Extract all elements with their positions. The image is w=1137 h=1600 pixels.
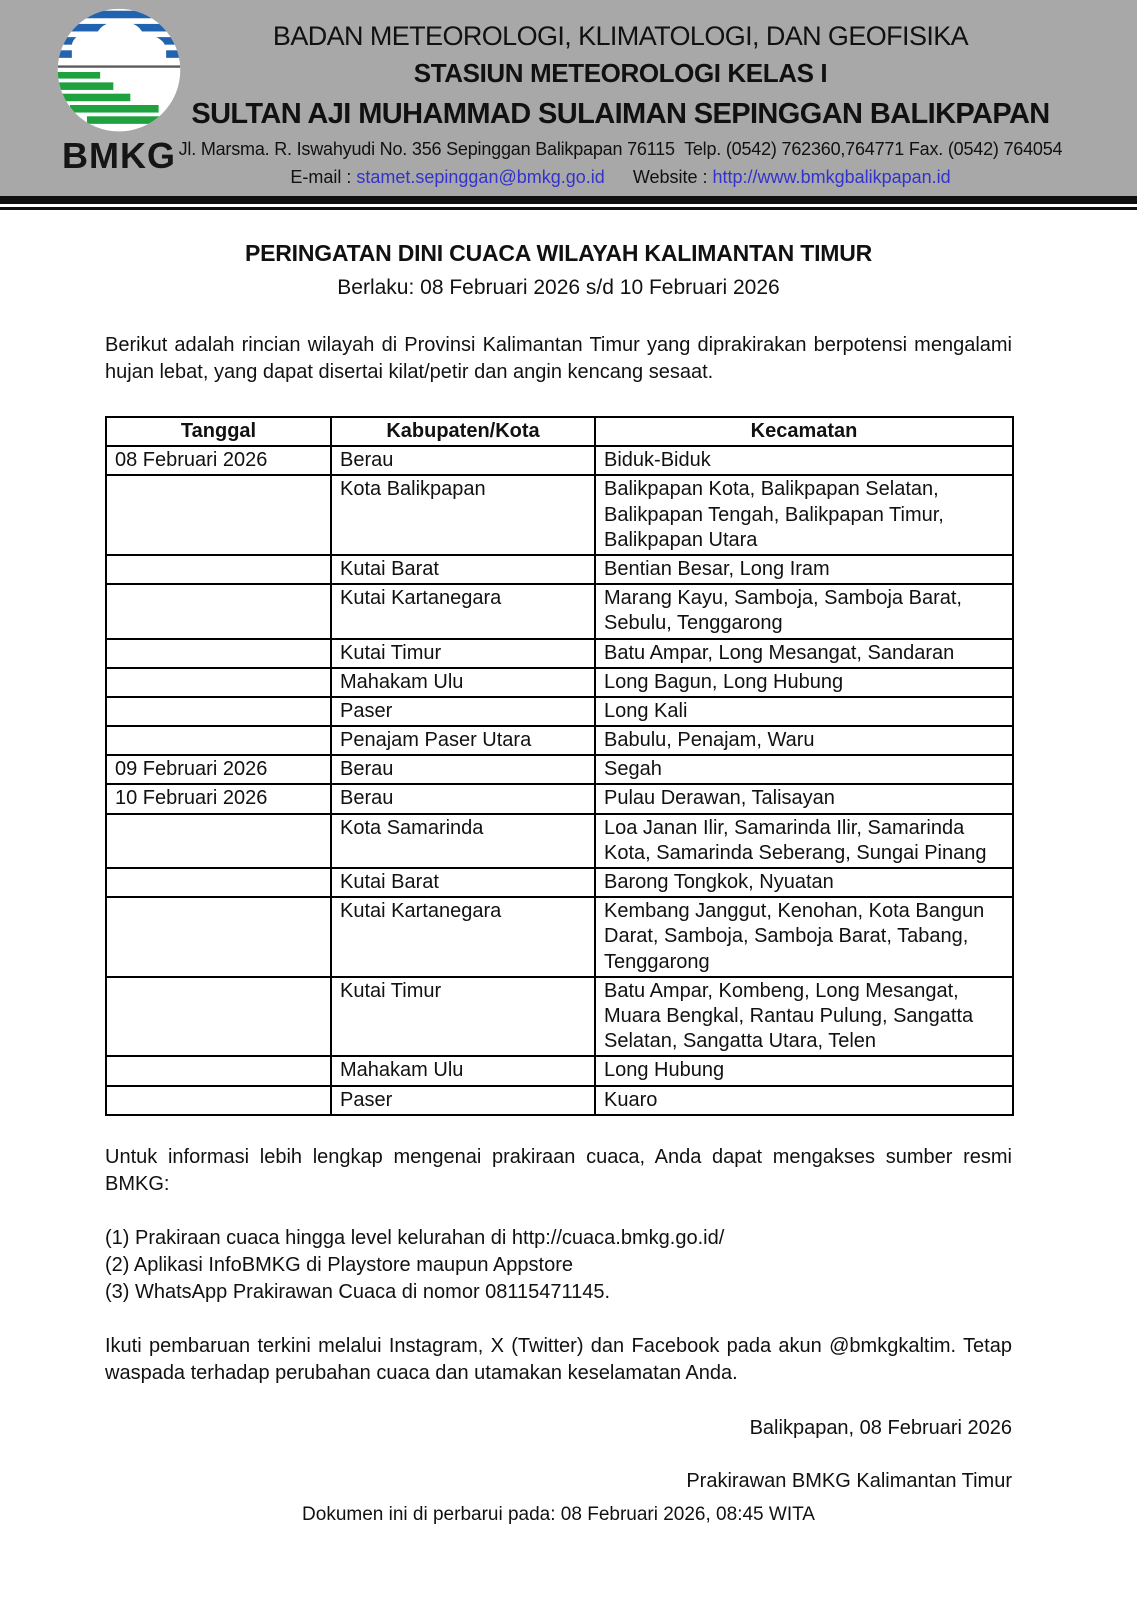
contact-line [172, 167, 1069, 189]
letterhead [0, 0, 1137, 196]
kabupaten-cell: Penajam Paser Utara [331, 726, 595, 755]
info-paragraph: Untuk informasi lebih lengkap mengenai prakiraan cuaca, Anda dapat mengakses sumber resmi BMKG: [105, 1145, 1012, 1195]
station-class: STASIUN METEOROLOGI KELAS I [413, 58, 828, 89]
agency-name: BADAN METEOROLOGI, KLIMATOLOGI, DAN GEOFISIKA [272, 21, 969, 51]
kecamatan-cell: Loa Janan Ilir, Samarinda Ilir, Samarinda Kota, Samarinda Seberang, Sungai Pinang [595, 814, 1013, 868]
table-row [106, 697, 1013, 726]
tanggal-cell [106, 555, 331, 584]
col-header-tanggal: Tanggal [106, 417, 331, 446]
tanggal-cell [106, 1086, 331, 1115]
col-header-kabupaten: Kabupaten/Kota [331, 417, 595, 446]
document-body [105, 240, 1012, 1526]
kecamatan-cell: Biduk-Biduk [595, 446, 1013, 475]
website-link[interactable]: http://www.bmkgbalikpapan.id [712, 166, 951, 187]
kabupaten-cell: Mahakam Ulu [331, 668, 595, 697]
kabupaten-cell: Paser [331, 697, 595, 726]
kecamatan-cell: Kembang Janggut, Kenohan, Kota Bangun Darat, Samboja, Samboja Barat, Tabang, Tenggarong [595, 897, 1013, 977]
signature-place-date: Balikpapan, 08 Februari 2026 [749, 1416, 1012, 1439]
table-row [106, 726, 1013, 755]
document-title: PERINGATAN DINI CUACA WILAYAH KALIMANTAN TIMUR [244, 240, 873, 266]
station-name: SULTAN AJI MUHAMMAD SULAIMAN SEPINGGAN BALIKPAPAN [191, 97, 1050, 130]
kabupaten-cell: Paser [331, 1086, 595, 1115]
bmkg-globe-cloud-logo-icon [53, 6, 185, 138]
bmkg-logo-label: BMKG [62, 135, 176, 176]
signature-signer: Prakirawan BMKG Kalimantan Timur [686, 1469, 1012, 1492]
email-link[interactable]: stamet.sepinggan@bmkg.go.id [356, 166, 605, 187]
kecamatan-cell: Long Kali [595, 697, 1013, 726]
table-row [106, 639, 1013, 668]
website-label: Website : [632, 166, 708, 187]
kecamatan-cell: Barong Tongkok, Nyuatan [595, 868, 1013, 897]
social-paragraph: Ikuti pembaruan terkini melalui Instagram, X (Twitter) dan Facebook pada akun @bmkgkaltim. Tetap waspada terhadap perubahan cuaca dan utamakan keselamatan Anda. [105, 1334, 1012, 1384]
tanggal-cell [106, 868, 331, 897]
tanggal-cell [106, 897, 331, 977]
kabupaten-cell: Kutai Kartanegara [331, 897, 595, 977]
kabupaten-cell: Berau [331, 784, 595, 813]
kecamatan-cell: Segah [595, 755, 1013, 784]
col-header-kecamatan: Kecamatan [595, 417, 1013, 446]
kecamatan-cell: Marang Kayu, Samboja, Samboja Barat, Sebulu, Tenggarong [595, 584, 1013, 638]
table-row [106, 977, 1013, 1057]
kecamatan-cell: Long Bagun, Long Hubung [595, 668, 1013, 697]
table-row [106, 814, 1013, 868]
validity-period: Berlaku: 08 Februari 2026 s/d 10 Februari 2026 [337, 276, 780, 299]
kabupaten-cell: Kutai Timur [331, 977, 595, 1057]
table-row [106, 446, 1013, 475]
table-row [106, 555, 1013, 584]
tanggal-cell [106, 697, 331, 726]
kecamatan-cell: Pulau Derawan, Talisayan [595, 784, 1013, 813]
email-label: E-mail : [290, 166, 352, 187]
kabupaten-cell: Kutai Kartanegara [331, 584, 595, 638]
station-address: Jl. Marsma. R. Iswahyudi No. 356 Sepinggan Balikpapan 76115 Telp. (0542) 762360,764771 Fax. (0542) 764054 [178, 139, 1063, 160]
table-row [106, 475, 1013, 555]
table-row [106, 784, 1013, 813]
table-row [106, 1086, 1013, 1115]
tanggal-cell [106, 814, 331, 868]
tanggal-cell [106, 726, 331, 755]
divider-rule-thin [0, 207, 1137, 210]
warning-table-body [106, 446, 1013, 1115]
tanggal-cell [106, 584, 331, 638]
kabupaten-cell: Kutai Barat [331, 868, 595, 897]
kecamatan-cell: Kuaro [595, 1086, 1013, 1115]
divider-rule-thick [0, 196, 1137, 204]
kabupaten-cell: Berau [331, 446, 595, 475]
kabupaten-cell: Kota Balikpapan [331, 475, 595, 555]
table-row [106, 868, 1013, 897]
info-list [105, 1225, 1012, 1306]
kabupaten-cell: Mahakam Ulu [331, 1056, 595, 1085]
kecamatan-cell: Balikpapan Kota, Balikpapan Selatan, Balikpapan Tengah, Balikpapan Timur, Balikpapan Utara [595, 475, 1013, 555]
info-list-item: (1) Prakiraan cuaca hingga level kelurahan di http://cuaca.bmkg.go.id/ [105, 1226, 725, 1249]
kabupaten-cell: Kutai Timur [331, 639, 595, 668]
tanggal-cell [106, 1056, 331, 1085]
intro-paragraph: Berikut adalah rincian wilayah di Provinsi Kalimantan Timur yang diprakirakan berpotensi mengalami hujan lebat, yang dapat disertai kilat/petir dan angin kencang sesaat. [105, 334, 1012, 383]
tanggal-cell: 08 Februari 2026 [106, 446, 331, 475]
kecamatan-cell: Long Hubung [595, 1056, 1013, 1085]
kecamatan-cell: Bentian Besar, Long Iram [595, 555, 1013, 584]
table-header-row [106, 417, 1013, 446]
document-updated-note: Dokumen ini di perbarui pada: 08 Februari 2026, 08:45 WITA [302, 1503, 815, 1525]
table-row [106, 1056, 1013, 1085]
kabupaten-cell: Kota Samarinda [331, 814, 595, 868]
kabupaten-cell: Kutai Barat [331, 555, 595, 584]
tanggal-cell [106, 977, 331, 1057]
kecamatan-cell: Babulu, Penajam, Waru [595, 726, 1013, 755]
letterhead-text [172, 0, 1069, 189]
table-row [106, 897, 1013, 977]
tanggal-cell: 09 Februari 2026 [106, 755, 331, 784]
info-list-item: (3) WhatsApp Prakirawan Cuaca di nomor 08115471145. [105, 1280, 611, 1303]
kecamatan-cell: Batu Ampar, Long Mesangat, Sandaran [595, 639, 1013, 668]
tanggal-cell [106, 668, 331, 697]
kabupaten-cell: Berau [331, 755, 595, 784]
tanggal-cell [106, 475, 331, 555]
info-list-item: (2) Aplikasi InfoBMKG di Playstore maupun Appstore [105, 1253, 574, 1276]
table-row [106, 584, 1013, 638]
bmkg-logo [44, 6, 194, 174]
kecamatan-cell: Batu Ampar, Kombeng, Long Mesangat, Muara Bengkal, Rantau Pulung, Sangatta Selatan, Sangatta Utara, Telen [595, 977, 1013, 1057]
warning-table [105, 416, 1014, 1116]
divider-rule [0, 196, 1137, 210]
tanggal-cell: 10 Februari 2026 [106, 784, 331, 813]
table-row [106, 755, 1013, 784]
table-row [106, 668, 1013, 697]
tanggal-cell [106, 639, 331, 668]
